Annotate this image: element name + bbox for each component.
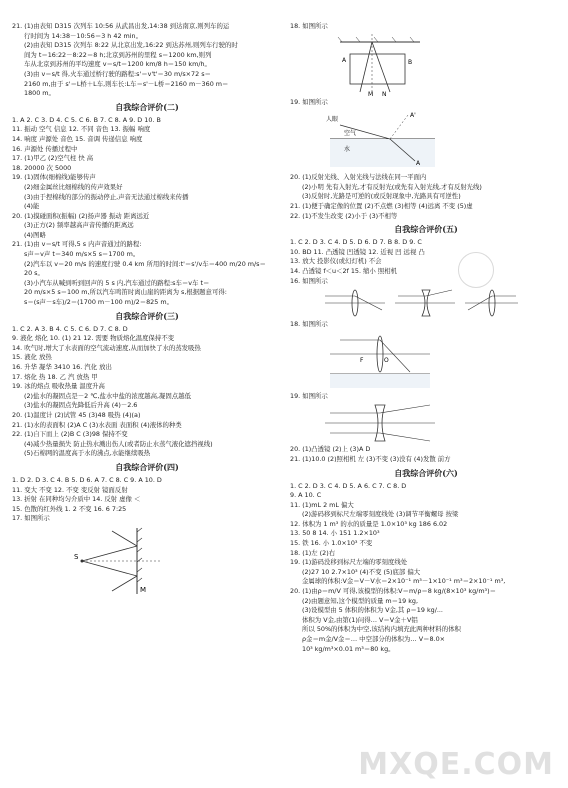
answer-line: 21. (1)由表知 D315 次列车 10:56 从武昌出发,14:38 到达南京,则列车的运 <box>12 22 230 30</box>
stamp-badge <box>458 252 494 288</box>
answer-line: 12. 体积为 1 m³ 的水的质量是 1.0×10³ kg 186 6.02 <box>290 519 448 528</box>
answer-line: (2)由题意知,这个模型的质量 m＝19 kg, <box>302 596 418 605</box>
answer-line: 11. 振动 空气 信息 12. 不同 音色 13. 振幅 响度 <box>12 125 151 134</box>
section-title-5: 自我综合评价(五) <box>394 224 458 235</box>
answer-line: 17. 熔化 热 18. 乙 汽 放热 甲 <box>12 372 98 381</box>
answer-line: (2)汽车以 v＝20 m/s 的速度行驶 0.4 km 所用的时间:t'＝s'/v车＝400 m/20 m/s＝ <box>24 259 266 268</box>
answer-line: 10. BD 11. 凸透镜 凹透镜 12. 近视 凹 远视 凸 <box>290 247 425 256</box>
answer-line: 16. 声源处 传播过程中 <box>12 144 78 153</box>
figure-18-label-n: N <box>382 90 387 96</box>
answer-line: 14. 凸透镜 f＜u＜2f 15. 缩小 照相机 <box>290 266 398 275</box>
answer-line: (3)设模型由 5 体积的体积为 V金,其 ρ＝19 kg/... <box>302 606 443 615</box>
answer-line: 17. (1)甲乙 (2)空气柱 快 高 <box>12 154 94 163</box>
answer-line: 行时间为 14:38－10:56＝3 h 42 min。 <box>24 31 142 40</box>
answer-line: ρ金＝m金/V金＝… 中空部分的体积为… V＝8.0× <box>302 635 446 643</box>
figure-19-label-water: 水 <box>344 146 351 154</box>
answer-line: (2)游码移到标尺左端零刻度线处 (3)调节平衡螺母 按梁 <box>302 510 459 519</box>
answer-line: 9. 液化 熔化 10. (1) 21 12. 需要 物质熔化温度保持不变 <box>12 334 175 343</box>
answer-line: (2)盐水的凝固点是－2 ℃,盐水中盐的浓度越高,凝固点越低 <box>24 391 191 400</box>
answer-line: 所以 50%的体积为中空,该结构内填充此两种材料的体积 <box>302 625 461 634</box>
figure-18-caption: 18. 如图所示 <box>290 22 328 30</box>
answer-line: 17. 如图所示 <box>12 514 50 523</box>
figure-19-eye-water <box>320 109 440 171</box>
answer-line: 18. 20000 次 5000 <box>12 163 72 172</box>
section-6-answers <box>290 482 562 655</box>
answer-line: 15. 铁 16. 小 1.0×10³ 不变 <box>290 539 373 548</box>
answer-line: 20. (1)凸透镜 (2)上 (3)A D <box>290 445 371 454</box>
answer-line: 20. (1)摸碰面积(振幅) (2)扬声器 振动 距离远近 <box>12 211 150 220</box>
figure-18-label-a: A <box>342 56 347 64</box>
answer-line: (4)能 <box>24 202 40 211</box>
figure-18b-label-o: O <box>384 356 389 364</box>
answer-line: s＝(s声－s车)/2＝(1700 m－100 m)/2＝825 m。 <box>24 298 173 307</box>
answer-line: 1. C 2. A 3. B 4. C 5. C 6. D 7. C 8. D <box>12 324 128 333</box>
figure-18b-caption: 18. 如图所示 <box>290 320 328 329</box>
answer-line: 18. (1)左 (2)右 <box>290 548 336 557</box>
section-title-2: 自我综合评价(二) <box>115 101 179 112</box>
answer-line: 金属球的体积:V金＝V－V水＝2×10⁻¹ m³－1×10⁻¹ m³＝2×10⁻¹ m³, <box>302 577 506 586</box>
answer-line: 1. A 2. C 3. D 4. C 5. C 6. B 7. C 8. A 9. D 10. B <box>12 115 161 124</box>
figure-17-label-s: S <box>74 552 79 561</box>
section-title-3: 自我综合评价(三) <box>115 310 179 321</box>
answer-line: 20 s。 <box>24 269 44 278</box>
answer-line: 21. (1)由 v＝s/t 可得,5 s 内声音通过的路程: <box>12 240 142 249</box>
answer-line: (3)由 v＝s/t 得,火车通过桥行驶的路程:s'＝v't'＝30 m/s×72 s＝ <box>24 69 211 78</box>
answer-line: (3)由于捏棉线的部分的振动停止,声音无法通过棉线来传播 <box>24 192 189 201</box>
answer-line: 11. 变大 不变 12. 不变 变反射 镜面反射 <box>12 485 128 494</box>
figure-18b-lens-water <box>320 332 440 390</box>
answer-line: 2160 m,由于 s'＝L桥＋L车,则车长:L车＝s'－L桥＝2160 m－360 m＝ <box>24 79 229 88</box>
answer-line: 16. 如图所示 <box>290 276 328 285</box>
answer-line: (3)反射时,光路是可逆的(或反射现象中,光路具有可逆性) <box>302 192 461 201</box>
figure-19-caption: 19. 如图所示 <box>290 97 328 106</box>
answer-line: (2)细金属丝比细棉线的传声效果好 <box>24 182 123 191</box>
figure-18-refraction <box>320 34 440 96</box>
answer-line: 10³ kg/m³×0.01 m³＝80 kg。 <box>302 644 395 653</box>
figure-19b-caption: 19. 如图所示 <box>290 391 328 400</box>
answer-line: 1800 m。 <box>24 89 55 98</box>
figure-17-label-m: M <box>140 585 147 594</box>
figure-16-lenses <box>320 288 520 318</box>
answer-block-21 <box>12 22 282 99</box>
figure-17-mirror-reflection <box>42 526 172 596</box>
answer-line: 20. (1)由ρ＝m/V 可得,该模型的体积:V＝m/ρ＝8 kg/(8×10³ kg/m³)＝ <box>290 587 496 596</box>
answer-line: (3)盐水的凝固点先降低后升高 (4)－2.6 <box>24 401 138 410</box>
figure-19-label-a2: A' <box>410 112 416 120</box>
watermark: MXQE.COM <box>358 747 554 782</box>
right-column <box>290 22 562 654</box>
answer-line: 13. 放大 投影仪(或幻灯机) 不会 <box>290 257 382 266</box>
section-2-answers <box>12 116 282 308</box>
section-4-answers <box>12 476 282 524</box>
left-column <box>12 22 282 598</box>
answer-line: (4)图略 <box>24 230 46 239</box>
answer-line: 13. 折射 在同种均匀介质中 14. 反射 虚像 ＜ <box>12 495 141 504</box>
figure-19-label-a: A <box>416 160 421 168</box>
figure-19b-concave-lens <box>320 403 440 443</box>
figure-19-label-eye: 人眼 <box>326 116 339 124</box>
answer-line: 1. D 2. D 3. C 4. B 5. D 6. A 7. C 8. C 9. A 10. D <box>12 475 162 484</box>
answer-line: 21. (1)水的表面积 (2)A C (3)水表面 表面积 (4)液体的种类 <box>12 420 182 429</box>
section-title-4: 自我综合评价(四) <box>115 461 179 472</box>
figure-18b-label-f: F <box>360 356 364 364</box>
section-4-answers-cont <box>290 173 562 221</box>
figure-18-label-m: M <box>368 90 374 96</box>
answer-line: 19. 冰的熔点 吸收热量 温度升高 <box>12 382 105 391</box>
answer-line: 1. C 2. D 3. C 4. D 5. D 6. D 7. B 8. D 9. C <box>290 238 422 247</box>
figure-19-label-air: 空气 <box>344 130 357 138</box>
answer-line: (4)减少热量损失 防止热水溅出伤人(或者防止水蒸气液化遮挡视线) <box>24 439 213 448</box>
answer-line: (2)由表知 D315 次列车 8:22 从北京出发,16:22 到达苏州,则列车行驶的时 <box>24 41 238 50</box>
answer-line: 1. C 2. D 3. C 4. D 5. A 6. C 7. C 8. D <box>290 481 407 490</box>
answer-line: 19. (1)固体(细棉线)能够传声 <box>12 173 96 182</box>
answer-line: 间为 t＝16:22－8:22＝8 h;北京到苏州的里程 s＝1200 km,则列 <box>24 50 212 59</box>
answer-line: 20 m/s×5 s＝100 m,所以汽车鸣笛时离山崖的距离为 s,根据题意可得: <box>24 288 227 297</box>
answer-line: (3)正方(2) 频率越高声音传播的距离远 <box>24 221 134 230</box>
answer-line: 体积为 V金,由第(1)问得… V＝V金＋V铝 <box>302 615 418 624</box>
answer-line: 21. (1)便于确定像的位置 (2)不点燃 (3)相等 (4)远离 不变 (5)虚 <box>290 201 473 210</box>
answer-line: 20. (1)反射光线、入射光线与法线在同一平面内 <box>290 173 427 182</box>
answer-line: 20. (1)温度计 (2)试管 45 (3)48 吸热 (4)(a) <box>12 410 141 419</box>
section-title-6: 自我综合评价(六) <box>394 467 458 478</box>
answer-line: (2)小明 先有入射光,才有反射光(或先有入射光线,才有反射光线) <box>302 182 482 191</box>
answer-line: 11. (1)mL 2 mL 偏大 <box>290 500 354 509</box>
section-5-answers <box>290 238 562 286</box>
answer-line: 21. (1)10.0 (2)照相机 左 (3)不变 (3)没有 (4)发散 前方 <box>290 454 451 463</box>
section-3-answers <box>12 325 282 459</box>
answer-line: 16. 升华 凝华 3410 16. 汽化 放出 <box>12 363 112 371</box>
answer-line: 14. 响度 声源处 音色 15. 音调 传递信息 响度 <box>12 134 143 143</box>
answer-line: 9. A 10. C <box>290 491 322 500</box>
answer-line: 15. 色散的红外线 1. 2 不变 16. 6 7:25 <box>12 504 127 513</box>
figure-18-label-b: B <box>408 58 413 66</box>
answer-line: s声＝v声 t＝340 m/s×5 s＝1700 m。 <box>24 250 140 259</box>
answer-line: 22. (1)不发生改变 (2)小于 (3)不相等 <box>290 211 398 220</box>
answer-line: (5)石棉网的温度高于水的沸点,水能继续吸热 <box>24 449 151 458</box>
answer-line: 22. (1)自下而上 (2)B C (3)98 保持不变 <box>12 430 128 439</box>
answer-line: 13. 50 8 14. 小 151 1.2×10³ <box>290 529 380 538</box>
answer-line: 车从北京到苏州的平均速度 v＝s/t＝1200 km/8 h＝150 km/h。 <box>24 60 211 69</box>
section-5-answers-cont <box>290 445 562 464</box>
answer-line: 19. (1)游码没移到标尺左端的零刻度线处 <box>290 558 408 567</box>
answer-line: 14. 吹气时,增大了水表面的空气流动速度,从而加快了水的蒸发吸热 <box>12 343 201 352</box>
answer-line: 15. 液化 放热 <box>12 353 52 362</box>
answer-line: (3)小汽车从喊到听到回声的 5 s 内,汽车通过的路程:s车＝v车 t＝ <box>24 278 210 287</box>
answer-line: (2)27 10 2.7×10³ (4)不变 (5)底部 偏大 <box>302 567 421 576</box>
